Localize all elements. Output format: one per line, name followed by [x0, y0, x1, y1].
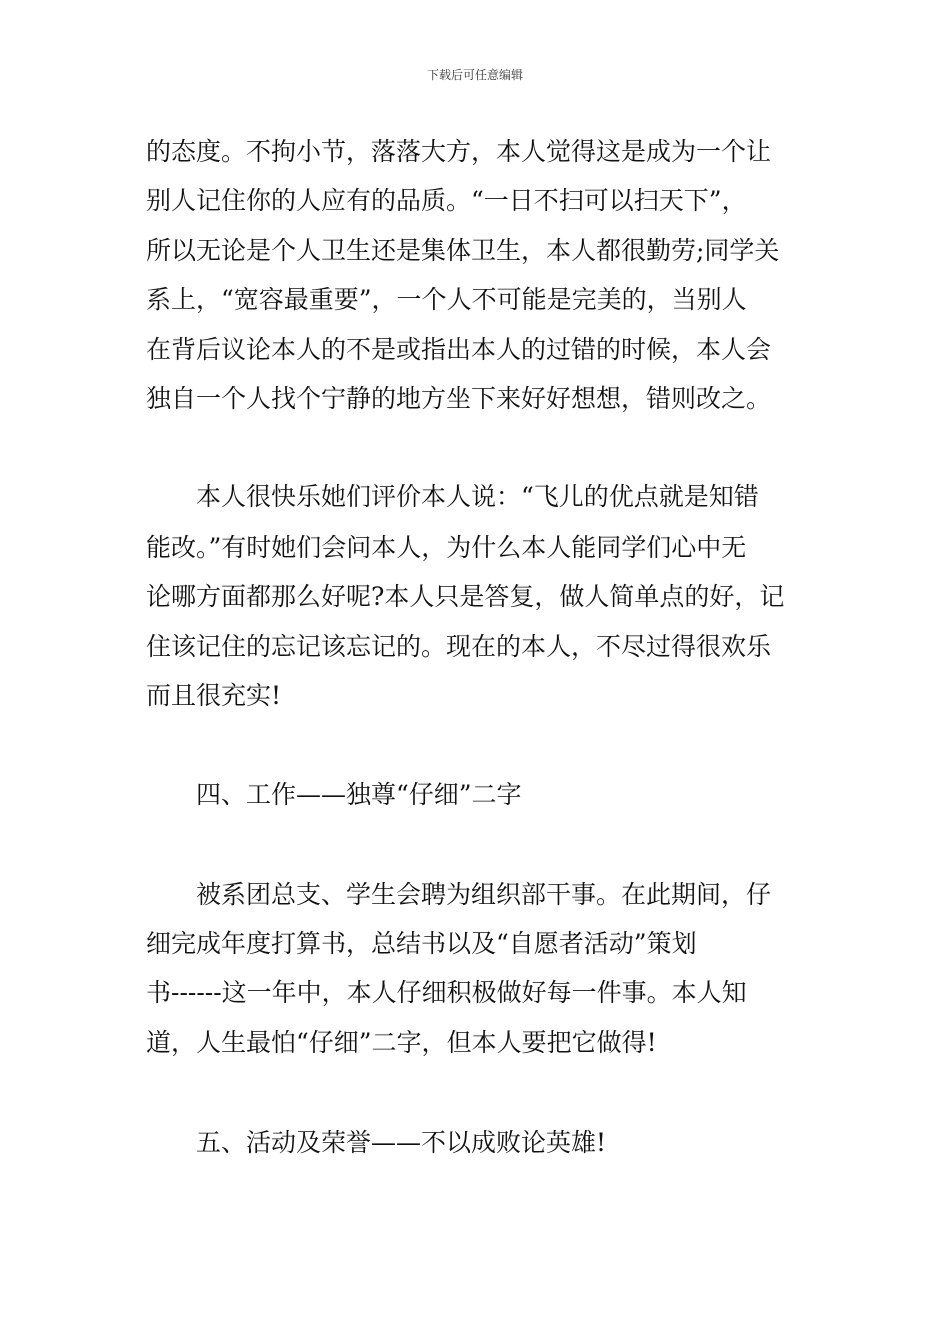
- text-line: 所以无论是个人卫生还是集体卫生，本人都很勤劳;同学关: [146, 236, 780, 265]
- text-line: 被系团总支、学生会聘为组织部干事。在此期间，仔: [196, 880, 772, 909]
- text-line: 论哪方面都那么好呢?本人只是答复，做人简单点的好，记: [146, 582, 785, 611]
- text-line: 书------这一年中，本人仔细积极做好每一件事。本人知: [146, 978, 747, 1007]
- text-line: 住该记住的忘记该忘记的。现在的本人，不尽过得很欢乐: [146, 632, 772, 661]
- text-line: 能改。”有时她们会问本人，为什么本人能同学们心中无: [146, 533, 747, 562]
- section-heading: 四、工作——独尊“仔细”二字: [196, 780, 522, 809]
- text-line: 在背后议论本人的不是或指出本人的过错的时候，本人会: [146, 335, 772, 364]
- text-line: 细完成年度打算书，总结书以及“自愿者活动”策划: [146, 929, 697, 958]
- text-line: 的态度。不拘小节，落落大方，本人觉得这是成为一个让: [146, 137, 772, 166]
- page-header-note: 下载后可任意编辑: [426, 68, 523, 82]
- section-heading: 五、活动及荣誉——不以成败论英雄!: [196, 1128, 607, 1157]
- text-line: 独自一个人找个宁静的地方坐下来好好想想，错则改之。: [146, 384, 772, 413]
- text-line: 而且很充实!: [146, 681, 282, 710]
- text-line: 别人记住你的人应有的品质。“一日不扫可以扫天下”，: [146, 186, 747, 215]
- text-line: 本人很快乐她们评价本人说：“飞儿的优点就是知错: [196, 482, 759, 511]
- text-line: 道，人生最怕“仔细”二字，但本人要把它做得!: [146, 1028, 657, 1057]
- text-line: 系上，“宽容最重要”，一个人不可能是完美的，当别人: [146, 285, 747, 314]
